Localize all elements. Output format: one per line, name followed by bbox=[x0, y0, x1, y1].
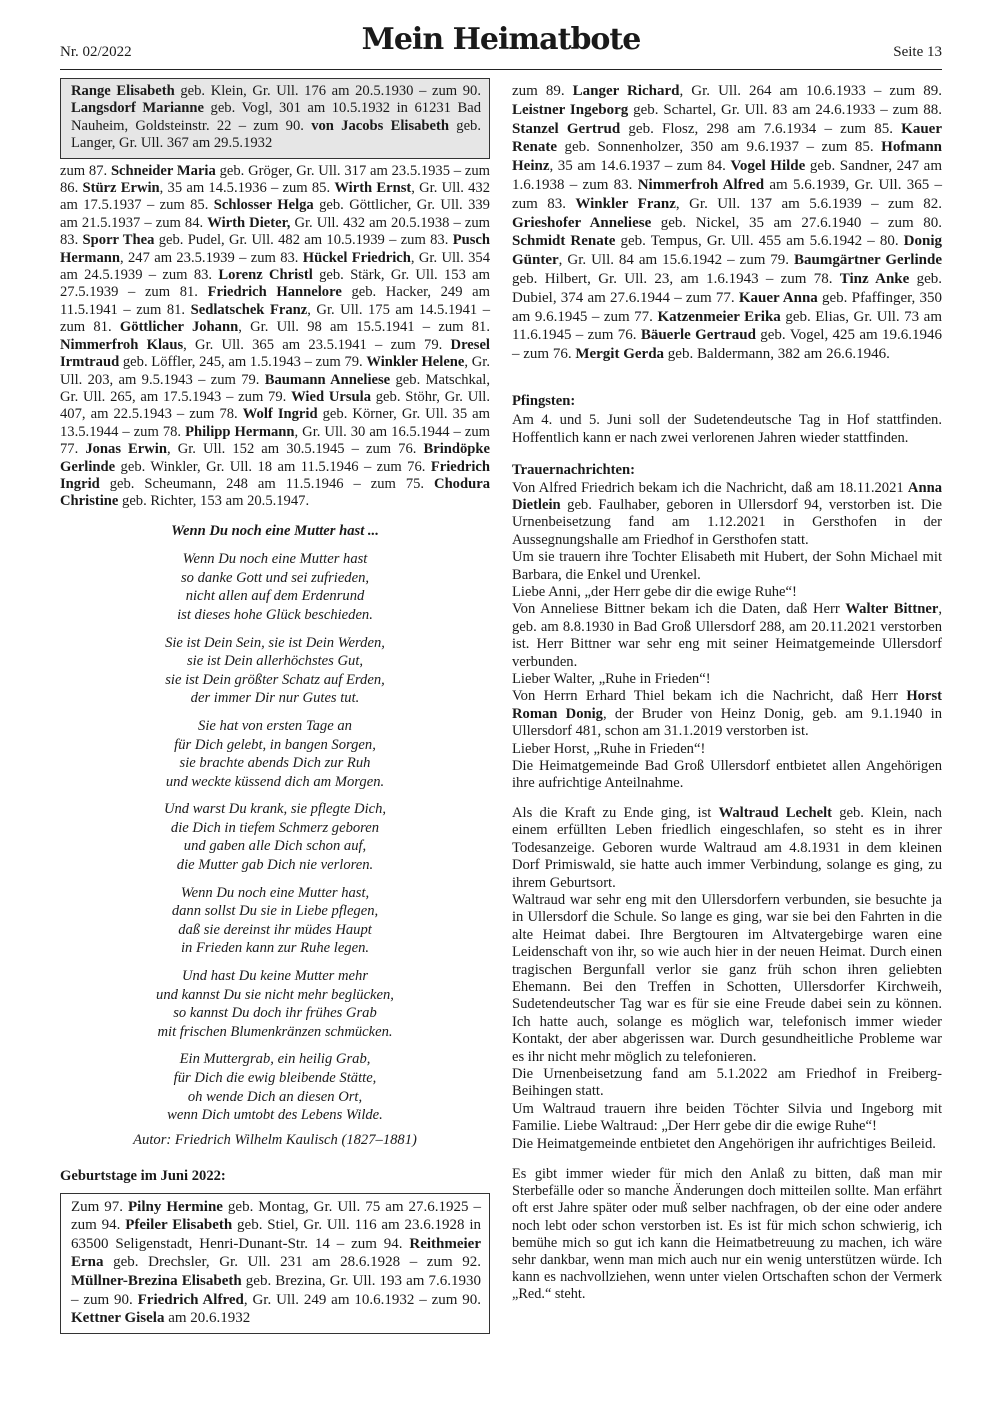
newspaper-logo: Mein Heimatbote bbox=[361, 22, 641, 57]
person-name: Stürz Erwin bbox=[82, 180, 160, 197]
birthdays-june-box bbox=[60, 1193, 490, 1334]
person-name: Baumgärtner Gerlinde bbox=[794, 252, 942, 269]
birthdays-may-list: zum 87. Schneider Maria geb. Gröger, Gr. Ull. 317 am 23.5.1935 – zum 86. Stürz Erwin, 35 am 14.5.1936 – zum 85. Wirth Ernst, Gr. Ull. 432 am 17.5.1937 – zum 85. Schlosser Helga geb. Göttlicher, Gr. Ull. 339 am 21.5.1937 – zum 84. Wirth Dieter, Gr. Ull. 432 am 20.5.1938 – zum 83. Sporr Thea geb. Pudel, Gr. Ull. 482 am 10.5.1939 – zum 83. Pusch Hermann, 247 am 23.5.1939 – zum 83. Hückel Friedrich, Gr. Ull. 354 am 24.5.1939 – zum 83. Lorenz Christl geb. Stärk, Gr. Ull. 153 am 27.5.1939 – zum 81. Friedrich Hannelore geb. Hacker, 249 am 11.5.1941 – zum 81. Sedlatschek Franz, Gr. Ull. 175 am 14.5.1941 – zum 81. Göttlicher Johann, Gr. Ull. 98 am 15.5.1941 – zum 81. Nimmerfroh Klaus, Gr. Ull. 365 am 23.5.1941 – zum 79. Dresel Irmtraud geb. Löffler, 245, am 1.5.1943 – zum 79. Winkler Helene, Gr. Ull. 203, am 9.5.1943 – zum 79. Baumann Anneliese geb. Matschkal, Gr. Ull. 265, am 17.5.1943 – zum 79. Wied Ursula geb. Stöhr, Gr. Ull. 407, am 22.5.1943 – zum 78. Wolf Ingrid geb. Körner, Gr. Ull. 35 am 13.5.1944 – zum 78. Philipp Hermann, Gr. Ull. 30 am 16.5.1944 – zum 77. Jonas Erwin, Gr. Ull. 152 am 30.5.1945 – zum 76. Brindöpke Gerlinde geb. Winkler, Gr. Ull. 18 am 11.5.1946 – zum 76. Friedrich Ingrid geb. Scheumann, 248 am 11.5.1946 – zum 75. Chodura Christine geb. Richter, 153 am 20.5.1947. bbox=[60, 162, 491, 510]
obituary-paragraph: Die Heimatgemeinde entbietet den Angehörigen ihr aufrichtiges Beileid. bbox=[512, 1135, 936, 1152]
person-name: Jonas Erwin bbox=[85, 441, 167, 458]
person-name: Hofmann Heinz bbox=[512, 139, 942, 175]
poem-line: so kannst Du doch ihr frühes Grab bbox=[173, 1005, 377, 1022]
poem-line: daß sie dereinst ihr müdes Haupt bbox=[178, 921, 372, 938]
person-name: Pusch Hermann bbox=[60, 232, 490, 266]
poem-line: mit frischen Blumenkränzen schmücken. bbox=[157, 1023, 393, 1040]
obituary-lechelt bbox=[512, 805, 942, 1153]
left-column bbox=[60, 78, 490, 1334]
poem-line: sie ist Dein größter Schatz auf Erden, bbox=[165, 671, 385, 688]
person-name: Stanzel Gertrud bbox=[512, 120, 621, 137]
obituary-paragraph: Von Anneliese Bittner bekam ich die Daten, daß Herr Walter Bittner, geb. am 8.8.1930 in Bad Groß Ullersdorf 288, am 20.11.2021 verstorben ist. Herr Bittner war sehr eng mit seiner Heimatgemeinde Ullersdorf verbunden. bbox=[512, 601, 943, 670]
poem-line: sie brachte abends Dich zur Ruh bbox=[179, 755, 371, 772]
poem-author: Autor: Friedrich Wilhelm Kaulisch (1827–1881) bbox=[133, 1131, 417, 1148]
person-name: Philipp Hermann bbox=[185, 423, 295, 440]
poem-line: die Mutter gab Dich nie verloren. bbox=[176, 857, 374, 874]
person-name: Kettner Gisela bbox=[71, 1310, 165, 1327]
person-name: Brindöpke Gerlinde bbox=[60, 441, 490, 475]
person-name: Tinz Anke bbox=[839, 270, 910, 287]
poem-line: und gaben alle Dich schon auf, bbox=[183, 838, 367, 855]
person-name: Schlosser Helga bbox=[213, 197, 314, 214]
person-name: Nimmerfroh Klaus bbox=[60, 336, 184, 353]
poem-title: Wenn Du noch eine Mutter hast ... bbox=[171, 522, 379, 539]
poem-line: für Dich gelebt, in bangen Sorgen, bbox=[174, 736, 376, 753]
person-name: Winkler Helene bbox=[366, 354, 465, 371]
poem-line: Sie ist Dein Sein, sie ist Dein Werden, bbox=[165, 634, 385, 651]
person-name: Schmidt Renate bbox=[512, 233, 616, 250]
person-name: Range Elisabeth bbox=[71, 83, 175, 99]
person-name: Kauer Anna bbox=[738, 289, 818, 306]
person-name: Baumann Anneliese bbox=[264, 371, 391, 388]
closing-appeal: Es gibt immer wieder für mich den Anlaß zu bitten, daß man mir Sterbefälle oder so manche Änderungen doch mitteilen sollte. Man erfährt oft erst Jahre später oder muß selber nachfragen, ob der eine oder andere noch lebt oder schon verstorben ist. Es ist für mich schon schwierig, ich bemühe mich so gut ich kann die Heimatbetreuung zu machen, ich wäre sehr dankbar, wenn man mich auch nur ein wenig unterstützen würde. Ich kann es nachvollziehen, wenn unter vielen Ortschaften schon der Vermerk „Red.“ steht. bbox=[512, 1166, 942, 1303]
obituaries-heading: Trauernachrichten: bbox=[512, 462, 635, 479]
obituary-paragraph: Um sie trauern ihre Tochter Elisabeth mit Hubert, der Sohn Michael mit Barbara, die Enkel und Urenkel. bbox=[512, 549, 942, 583]
birthdays-june-box-text: Zum 97. Pilny Hermine geb. Montag, Gr. Ull. 75 am 27.6.1925 – zum 94. Pfeiler Elisabeth geb. Stiel, Gr. Ull. 116 am 23.6.1928 in 63500 Seligenstadt, Henri-Dunant-Str. 14 – zum 94. Reithmeier Erna geb. Drechsler, Gr. Ull. 231 am 28.6.1928 – zum 92. Müllner-Brezina Elisabeth geb. Brezina, Gr. Ull. 193 am 7.6.1930 – zum 90. Friedrich Alfred, Gr. Ull. 249 am 10.6.1932 – zum 90. Kettner Gisela am 20.6.1932 bbox=[71, 1198, 481, 1327]
person-name: Leistner Ingeborg bbox=[512, 101, 629, 118]
person-name: Horst Roman Donig bbox=[512, 688, 942, 722]
person-name: Anna Dietlein bbox=[512, 479, 942, 513]
person-name: Pfeiler Elisabeth bbox=[125, 1217, 233, 1234]
person-name: Müllner-Brezina Elisabeth bbox=[71, 1272, 242, 1289]
birthdays-may-box-text: Range Elisabeth geb. Klein, Gr. Ull. 176 am 20.5.1930 – zum 90. Langsdorf Marianne geb. Vogl, 301 am 10.5.1932 in 61231 Bad Nauheim, Goldsteinstr. 22 – zum 90. von Jacobs Elisabeth geb. Langer, Gr. Ull. 367 am 29.5.1932 bbox=[71, 83, 482, 152]
poem-line: Und warst Du krank, sie pflegte Dich, bbox=[163, 801, 387, 818]
poem-line: Wenn Du noch eine Mutter hast bbox=[182, 551, 368, 568]
person-name: Bäuerle Gertraud bbox=[640, 327, 756, 344]
person-name: Sporr Thea bbox=[82, 232, 155, 249]
pfingsten-text: Am 4. und 5. Juni soll der Sudetendeutsche Tag in Hof stattfinden. Hoffentlich kann er nach zwei verlorenen Jahren wieder stattfinden. bbox=[512, 412, 942, 446]
poem-line: Ein Muttergrab, ein heilig Grab, bbox=[179, 1051, 371, 1068]
poem-stanza bbox=[60, 967, 490, 1041]
poem-stanza bbox=[60, 634, 490, 708]
poem-line: Und hast Du keine Mutter mehr bbox=[181, 968, 369, 985]
person-name: Pilny Hermine bbox=[128, 1198, 223, 1215]
person-name: Langer Richard bbox=[572, 83, 680, 99]
obituaries-list bbox=[512, 480, 942, 793]
person-name: Mergit Gerda bbox=[575, 346, 665, 363]
obituary-paragraph: Von Alfred Friedrich bekam ich die Nachricht, daß am 18.11.2021 Anna Dietlein geb. Faulhaber, geboren in Ullersdorf 94, verstorben ist. Die Urnenbeisetzung fand am 1.12.2021 in Gersthofen in der Aussegnungshalle am Friedhof in Gersthofen statt. bbox=[512, 479, 942, 548]
poem bbox=[60, 550, 490, 1125]
person-name: Wolf Ingrid bbox=[242, 406, 318, 423]
poem-line: sie ist Dein allerhöchstes Gut, bbox=[186, 653, 364, 670]
person-name: Donig Günter bbox=[512, 233, 942, 269]
person-name: Kauer Renate bbox=[512, 120, 942, 156]
person-name: Sedlatschek Franz bbox=[190, 301, 308, 318]
poem-line: dann sollst Du sie in Liebe pflegen, bbox=[171, 903, 379, 920]
birthdays-may-box bbox=[60, 78, 490, 159]
poem-line: und weckte küssend dich am Morgen. bbox=[165, 773, 385, 790]
person-name: Dresel Irmtraud bbox=[60, 336, 490, 371]
obituary-paragraph: Liebe Anni, „der Herr gebe dir die ewige Ruhe“! bbox=[512, 584, 797, 601]
person-name: Reithmeier Erna bbox=[71, 1235, 481, 1271]
page-number: Seite 13 bbox=[893, 44, 942, 60]
person-name: Lorenz Christl bbox=[218, 267, 313, 284]
person-name: Friedrich Ingrid bbox=[60, 458, 490, 492]
poem-line: für Dich die ewig bleibende Stätte, bbox=[173, 1070, 377, 1086]
person-name: Wirth Dieter, bbox=[207, 214, 291, 231]
person-name: Friedrich Hannelore bbox=[207, 284, 342, 301]
header-rule bbox=[60, 69, 942, 70]
poem-line: die Dich in tiefem Schmerz geboren bbox=[170, 819, 380, 836]
person-name: Walter Bittner bbox=[845, 601, 939, 618]
person-name: Hückel Friedrich bbox=[302, 249, 411, 266]
person-name: Grieshofer Anneliese bbox=[512, 214, 652, 231]
page-header bbox=[60, 22, 942, 68]
person-name: Katzenmeier Erika bbox=[657, 308, 781, 325]
poem-stanza bbox=[60, 717, 490, 791]
obituary-paragraph: Die Urnenbeisetzung fand am 5.1.2022 am Friedhof in Freiberg-Beihingen statt. bbox=[512, 1065, 942, 1100]
person-name: Schneider Maria bbox=[110, 162, 216, 179]
poem-line: in Frieden kann zur Ruhe legen. bbox=[180, 940, 370, 957]
right-column bbox=[512, 82, 942, 1304]
poem-line: wenn Dich umtobt des Lebens Wilde. bbox=[167, 1107, 383, 1124]
poem-line: so danke Gott und sei zufrieden, bbox=[180, 569, 370, 586]
birthdays-june-list: zum 89. Langer Richard, Gr. Ull. 264 am 10.6.1933 – zum 89. Leistner Ingeborg geb. Schartel, Gr. Ull. 83 am 24.6.1933 – zum 88. Stanzel Gertrud geb. Flosz, 298 am 7.6.1934 – zum 85. Kauer Renate geb. Sonnenholzer, 350 am 9.6.1937 – zum 85. Hofmann Heinz, 35 am 14.6.1937 – zum 84. Vogel Hilde geb. Sandner, 247 am 1.6.1938 – zum 83. Nimmerfroh Alfred am 5.6.1939, Gr. Ull. 365 – zum 83. Winkler Franz, Gr. Ull. 137 am 5.6.1939 – zum 82. Grieshofer Anneliese geb. Nickel, 35 am 27.6.1940 – zum 80. Schmidt Renate geb. Tempus, Gr. Ull. 455 am 5.6.1942 – 80. Donig Günter, Gr. Ull. 84 am 15.6.1942 – zum 79. Baumgärtner Gerlinde geb. Hilbert, Gr. Ull. 23, am 1.6.1943 – zum 78. Tinz Anke geb. Dubiel, 374 am 27.6.1944 – zum 77. Kauer Anna geb. Pfaffinger, 350 am 9.6.1945 – zum 77. Katzenmeier Erika geb. Elias, Gr. Ull. 73 am 11.6.1945 – zum 76. Bäuerle Gertraud geb. Vogel, 425 am 19.6.1946 – zum 76. Mergit Gerda geb. Baldermann, 382 am 26.6.1946. bbox=[512, 83, 943, 363]
obituary-paragraph: Um Waltraud trauern ihre beiden Töchter Silvia und Ingeborg mit Familie. Liebe Waltraud: „Der Herr gebe dir die ewige Ruhe“! bbox=[512, 1100, 942, 1135]
poem-line: Wenn Du noch eine Mutter hast, bbox=[180, 884, 370, 901]
person-name: von Jacobs Elisabeth bbox=[311, 117, 450, 134]
person-name: Vogel Hilde bbox=[730, 158, 806, 175]
pfingsten-heading: Pfingsten: bbox=[512, 392, 576, 409]
issue-number: Nr. 02/2022 bbox=[60, 44, 132, 60]
person-name: Nimmerfroh Alfred bbox=[637, 176, 765, 193]
poem-line: nicht allen auf dem Erdenrund bbox=[185, 588, 365, 605]
poem-line: ist dieses hohe Glück beschieden. bbox=[177, 606, 373, 623]
person-name: Friedrich Alfred bbox=[137, 1291, 244, 1308]
obituary-paragraph: Als die Kraft zu Ende ging, ist Waltraud Lechelt geb. Klein, nach einem erfüllten Leben friedlich eingeschlafen, so steht es in ihrer Todesanzeige. Geboren wurde Waltraud am 4.8.1931 in dem kleinen Dorf Primiswald, sie hatte auch immer Verbindung, solange es ging, zu ihrem Geburtsort. bbox=[512, 804, 942, 891]
poem-line: und kannst Du sie nicht mehr beglücken, bbox=[156, 986, 394, 1003]
person-name: Göttlicher Johann bbox=[119, 319, 239, 336]
person-name: Waltraud Lechelt bbox=[718, 804, 832, 821]
poem-stanza bbox=[60, 800, 490, 874]
person-name: Wirth Ernst bbox=[334, 180, 412, 197]
poem-stanza bbox=[60, 1050, 490, 1124]
person-name: Wied Ursula bbox=[291, 388, 371, 405]
poem-line: der immer Dir nur Gutes tut. bbox=[190, 690, 360, 707]
obituary-paragraph: Lieber Walter, „Ruhe in Frieden“! bbox=[512, 671, 711, 688]
obituary-paragraph: Von Herrn Erhard Thiel bekam ich die Nachricht, daß Herr Horst Roman Donig, der Bruder von Heinz Donig, geb. am 9.1.1940 in Ullersdorf 481, schon am 31.1.2019 verstorben ist. bbox=[512, 688, 943, 740]
poem-line: oh wende Dich an diesen Ort, bbox=[187, 1088, 363, 1105]
june-birthdays-heading: Geburtstage im Juni 2022: bbox=[60, 1168, 226, 1185]
obituary-paragraph: Die Heimatgemeinde Bad Groß Ullersdorf entbietet allen Angehörigen ihre aufrichtige Anteilnahme. bbox=[512, 758, 942, 792]
obituary-paragraph: Waltraud war sehr eng mit den Ullersdorfern verbunden, sie besuchte ja in Ullersdorf die Schule. So lange es ging, war sie bei den Fahrten in die alte Heimat dabei. Ihre Bergtouren im Altvatergebirge waren eine Leidenschaft von ihr, so wie auch hier in der neuen Heimat. Durch einen tragischen Bergunfall verlor sie ganz früh schon ihren geliebten Ehemann. Bei den Treffen in Schotten, Ullersdorfer Kirchweih, Sudetendeutscher Tag war es für sie eine Freude dabei sein zu können. Ich hatte auch, solange es möglich war, telefonisch immer wieder Kontakt, der aber abgerissen war. Durch gesundheitliche Probleme war es ihr nicht mehr möglich zu telefonieren. bbox=[512, 891, 942, 1065]
person-name: Winkler Franz bbox=[575, 195, 676, 212]
poem-line: Sie hat von ersten Tage an bbox=[198, 717, 352, 734]
person-name: Langsdorf Marianne bbox=[71, 100, 205, 117]
obituary-paragraph: Lieber Horst, „Ruhe in Frieden“! bbox=[512, 740, 706, 757]
poem-stanza bbox=[60, 884, 490, 958]
person-name: Chodura Christine bbox=[60, 475, 490, 510]
poem-stanza bbox=[60, 550, 490, 624]
